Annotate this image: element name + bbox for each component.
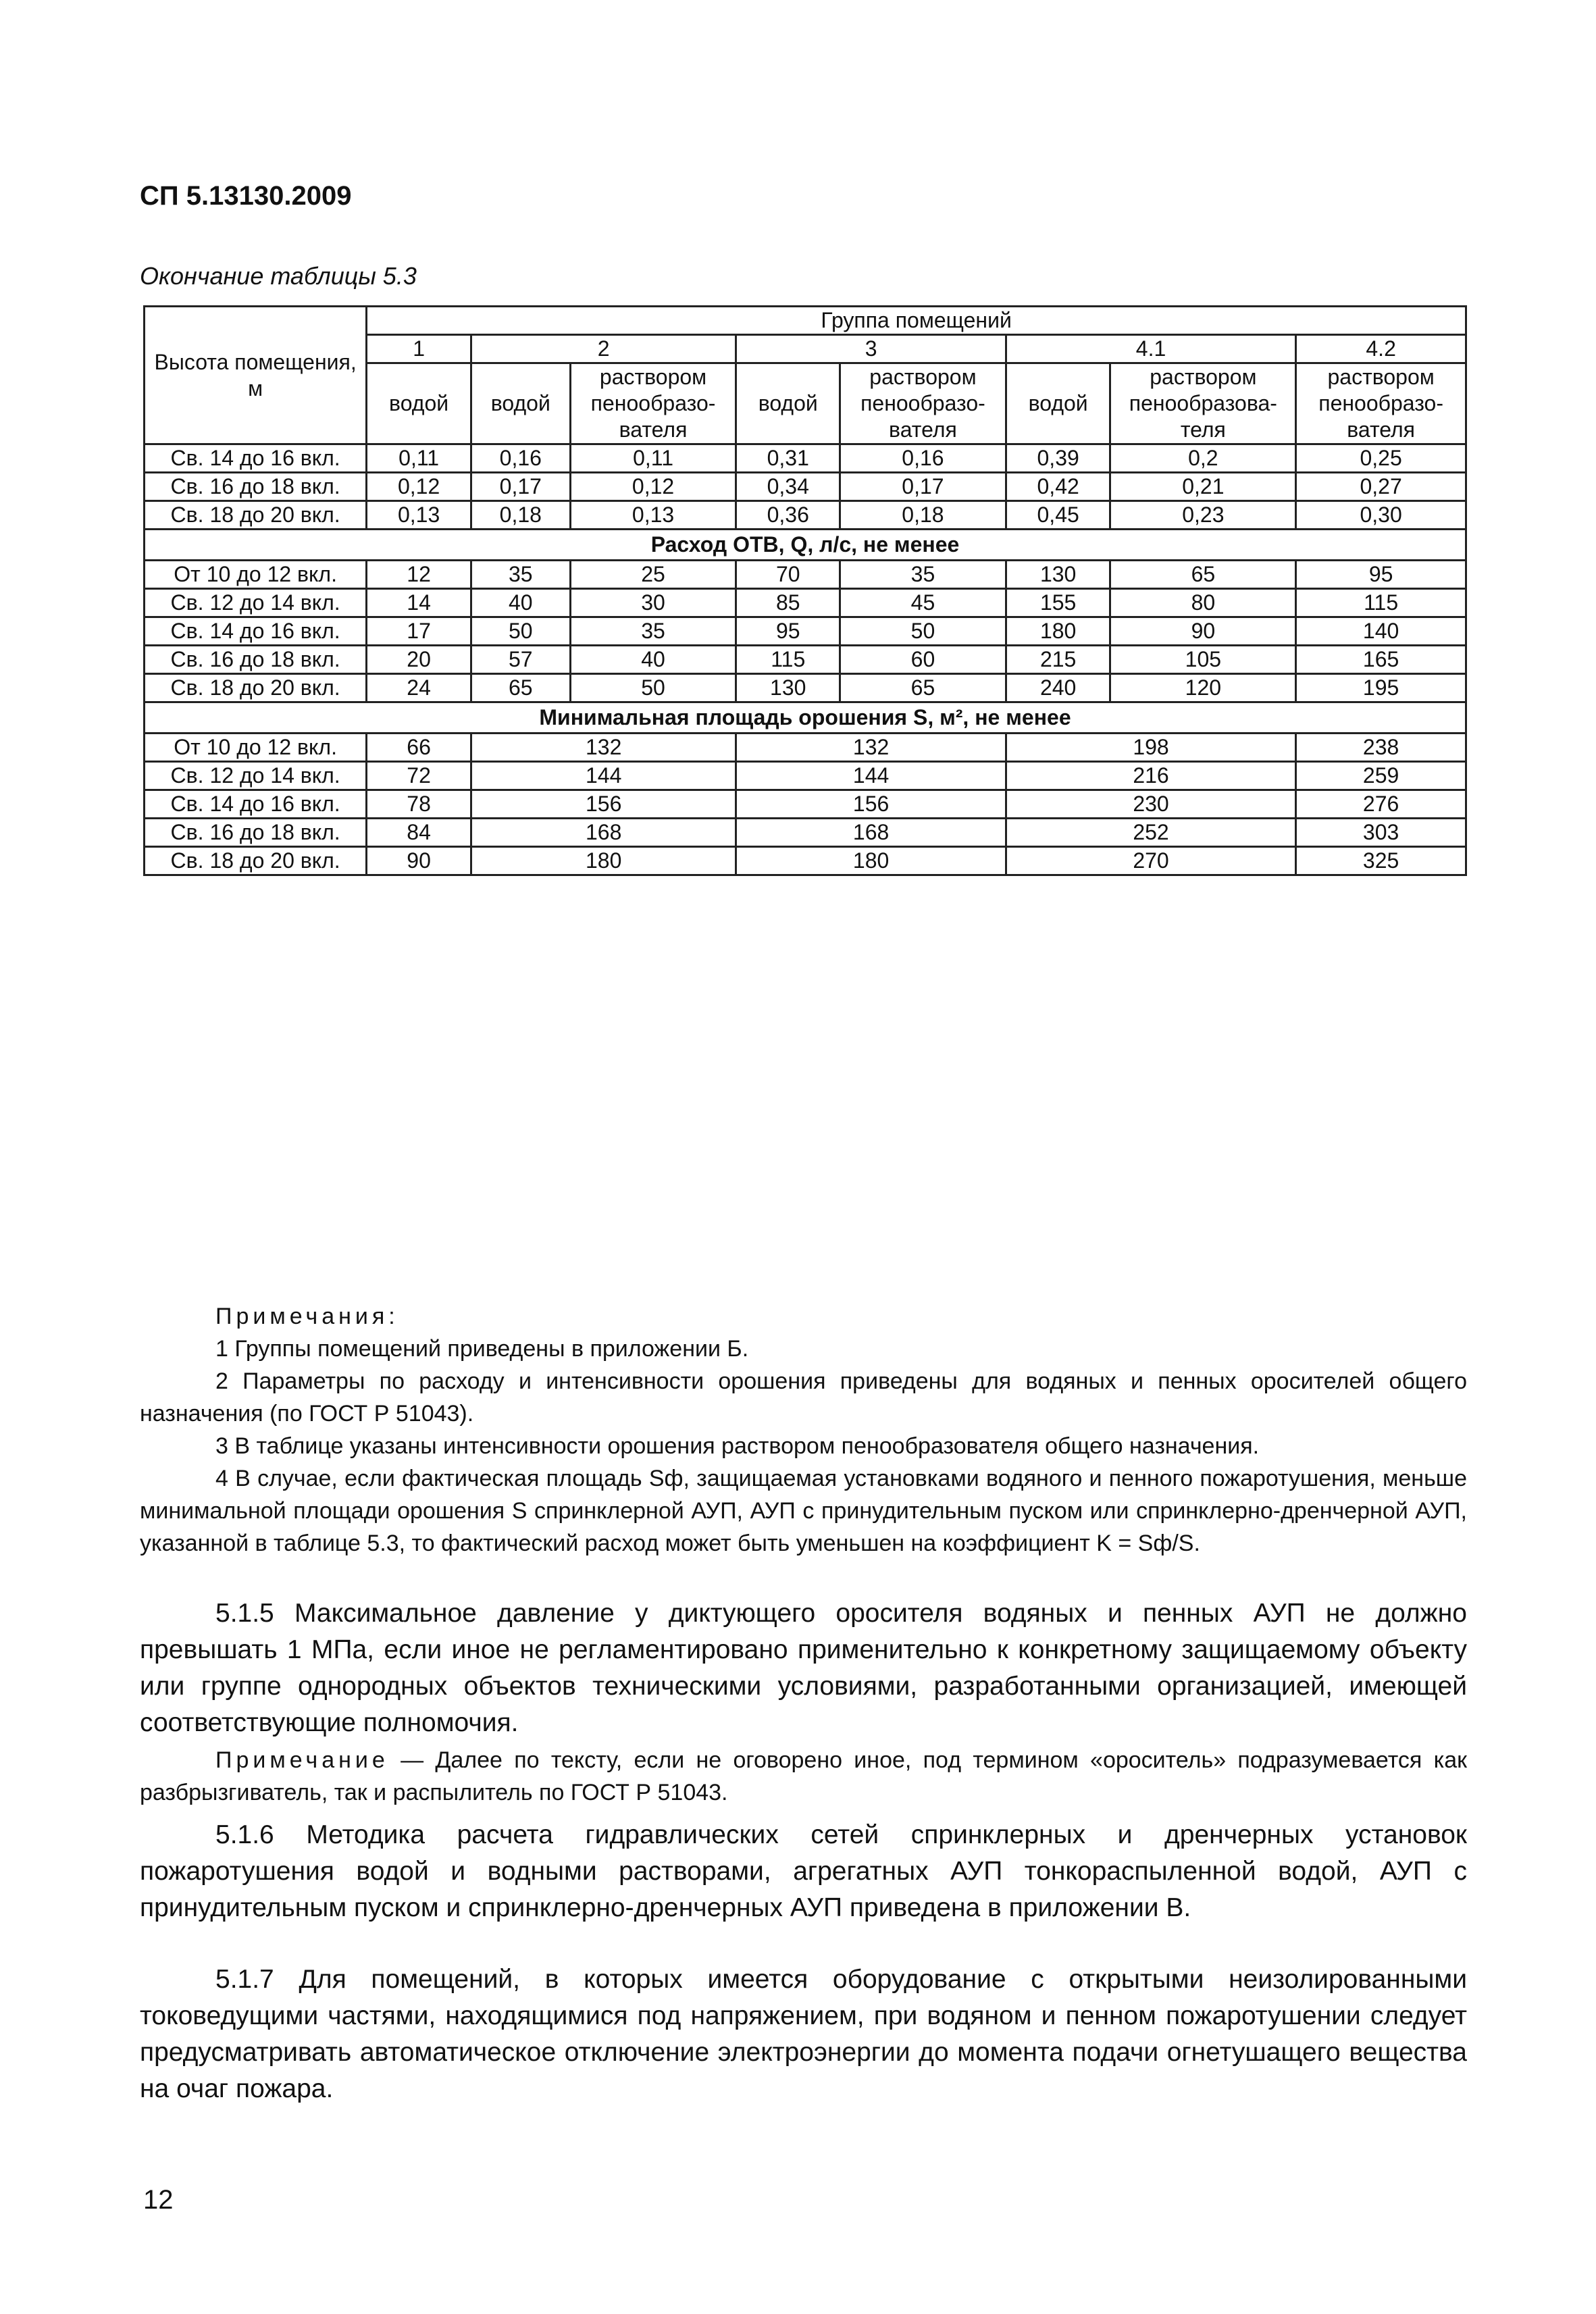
value-cell: 25 xyxy=(570,561,736,589)
height-column-header: Высота помещения, м xyxy=(145,307,367,444)
page-number: 12 xyxy=(143,2185,174,2215)
value-cell: 0,39 xyxy=(1006,444,1110,473)
value-cell: 195 xyxy=(1296,674,1466,702)
value-cell: 168 xyxy=(736,819,1006,847)
value-cell: 130 xyxy=(1006,561,1110,589)
value-cell: 156 xyxy=(736,790,1006,819)
table-row xyxy=(145,762,1466,790)
value-cell: 0,21 xyxy=(1110,473,1296,501)
table-row xyxy=(145,617,1466,646)
note-label: Примечание xyxy=(215,1747,389,1773)
header-row-groups xyxy=(145,307,1466,335)
value-cell: 230 xyxy=(1006,790,1295,819)
value-cell: 165 xyxy=(1296,646,1466,674)
section-row xyxy=(145,702,1466,734)
norms-table xyxy=(143,305,1467,876)
value-cell: 252 xyxy=(1006,819,1295,847)
group-label: 2 xyxy=(471,335,736,363)
value-cell: 78 xyxy=(367,790,471,819)
table-row xyxy=(145,444,1466,473)
paragraph-note xyxy=(140,1744,1467,1809)
value-cell: 50 xyxy=(840,617,1006,646)
height-cell: От 10 до 12 вкл. xyxy=(145,561,367,589)
group-header: Группа помещений xyxy=(367,307,1466,335)
value-cell: 140 xyxy=(1296,617,1466,646)
value-cell: 130 xyxy=(736,674,840,702)
value-cell: 0,13 xyxy=(570,501,736,530)
agent-header: водой xyxy=(736,363,840,444)
value-cell: 57 xyxy=(471,646,570,674)
table-row xyxy=(145,674,1466,702)
value-cell: 72 xyxy=(367,762,471,790)
value-cell: 270 xyxy=(1006,847,1295,875)
note-item: 4 В случае, если фактическая площадь Sф, защищаемая установками водяного и пенного пожаротушения, меньше минимальной площади орошения S спринклерной АУП, АУП с принудительным пуском или спринклерно-дренчерной АУП, указанной в таблице 5.3, то фактический расход может быть уменьшен на коэффициент K = Sф/S. xyxy=(140,1466,1467,1556)
value-cell: 90 xyxy=(1110,617,1296,646)
value-cell: 180 xyxy=(736,847,1006,875)
value-cell: 65 xyxy=(471,674,570,702)
value-cell: 0,34 xyxy=(736,473,840,501)
value-cell: 65 xyxy=(840,674,1006,702)
value-cell: 0,2 xyxy=(1110,444,1296,473)
agent-header: водой xyxy=(471,363,570,444)
height-cell: Св. 18 до 20 вкл. xyxy=(145,847,367,875)
section-title: Минимальная площадь орошения S, м², не менее xyxy=(145,702,1466,734)
note-paragraph xyxy=(140,1744,1467,1809)
note-item: 3 В таблице указаны интенсивности орошения раствором пенообразователя общего назначения. xyxy=(215,1433,1260,1459)
value-cell: 198 xyxy=(1006,734,1295,762)
value-cell: 30 xyxy=(570,589,736,617)
value-cell: 240 xyxy=(1006,674,1110,702)
value-cell: 156 xyxy=(471,790,736,819)
group-label: 4.1 xyxy=(1006,335,1295,363)
value-cell: 35 xyxy=(840,561,1006,589)
height-cell: Св. 14 до 16 вкл. xyxy=(145,617,367,646)
paragraph-5-1-6 xyxy=(140,1817,1467,1926)
value-cell: 0,16 xyxy=(471,444,570,473)
value-cell: 17 xyxy=(367,617,471,646)
table-caption: Окончание таблицы 5.3 xyxy=(140,262,417,290)
note-item: 1 Группы помещений приведены в приложении Б. xyxy=(215,1336,749,1362)
value-cell: 144 xyxy=(736,762,1006,790)
value-cell: 0,17 xyxy=(471,473,570,501)
height-cell: Св. 16 до 18 вкл. xyxy=(145,473,367,501)
value-cell: 0,16 xyxy=(840,444,1006,473)
value-cell: 180 xyxy=(1006,617,1110,646)
agent-header: водой xyxy=(367,363,471,444)
value-cell: 0,11 xyxy=(367,444,471,473)
section-row xyxy=(145,530,1466,561)
value-cell: 105 xyxy=(1110,646,1296,674)
value-cell: 95 xyxy=(1296,561,1466,589)
value-cell: 0,30 xyxy=(1296,501,1466,530)
agent-header: раствором пенообразова-теля xyxy=(1110,363,1296,444)
value-cell: 80 xyxy=(1110,589,1296,617)
value-cell: 14 xyxy=(367,589,471,617)
value-cell: 50 xyxy=(471,617,570,646)
value-cell: 24 xyxy=(367,674,471,702)
value-cell: 50 xyxy=(570,674,736,702)
table-row xyxy=(145,561,1466,589)
height-cell: Св. 18 до 20 вкл. xyxy=(145,674,367,702)
value-cell: 20 xyxy=(367,646,471,674)
value-cell: 132 xyxy=(736,734,1006,762)
height-cell: Св. 14 до 16 вкл. xyxy=(145,790,367,819)
agent-header: водой xyxy=(1006,363,1110,444)
group-label: 1 xyxy=(367,335,471,363)
value-cell: 0,36 xyxy=(736,501,840,530)
table-row xyxy=(145,734,1466,762)
value-cell: 84 xyxy=(367,819,471,847)
agent-header: раствором пенообразо-вателя xyxy=(840,363,1006,444)
table-row xyxy=(145,847,1466,875)
value-cell: 155 xyxy=(1006,589,1110,617)
value-cell: 0,27 xyxy=(1296,473,1466,501)
value-cell: 144 xyxy=(471,762,736,790)
table-row xyxy=(145,790,1466,819)
table-row xyxy=(145,589,1466,617)
value-cell: 0,11 xyxy=(570,444,736,473)
paragraph-5-1-7 xyxy=(140,1961,1467,2107)
value-cell: 0,12 xyxy=(367,473,471,501)
group-label: 3 xyxy=(736,335,1006,363)
value-cell: 0,31 xyxy=(736,444,840,473)
value-cell: 45 xyxy=(840,589,1006,617)
notes-title: Примечания: xyxy=(215,1304,399,1329)
agent-header: раствором пенообразо-вателя xyxy=(1296,363,1466,444)
value-cell: 0,12 xyxy=(570,473,736,501)
value-cell: 95 xyxy=(736,617,840,646)
value-cell: 325 xyxy=(1296,847,1466,875)
note-item: 2 Параметры по расходу и интенсивности орошения приведены для водяных и пенных оросителей общего назначения (по ГОСТ Р 51043). xyxy=(140,1368,1467,1426)
value-cell: 238 xyxy=(1296,734,1466,762)
value-cell: 0,18 xyxy=(471,501,570,530)
value-cell: 12 xyxy=(367,561,471,589)
height-cell: Св. 18 до 20 вкл. xyxy=(145,501,367,530)
group-label: 4.2 xyxy=(1296,335,1466,363)
paragraph-text: 5.1.7 Для помещений, в которых имеется оборудование с открытыми неизолированными токоведущими частями, находящимися под напряжением, при водяном и пенном пожаротушении следует предусматривать автоматическое отключение электроэнергии до момента подачи огнетушащего вещества на очаг пожара. xyxy=(140,1965,1467,2103)
value-cell: 40 xyxy=(471,589,570,617)
height-cell: Св. 12 до 14 вкл. xyxy=(145,589,367,617)
paragraph-5-1-5 xyxy=(140,1595,1467,1741)
paragraph-text: 5.1.6 Методика расчета гидравлических сетей спринклерных и дренчерных установок пожаротушения водой и водными растворами, агрегатных АУП тонкораспыленной водой, АУП с принудительным пуском и спринклерно-дренчерных АУП приведена в приложении В. xyxy=(140,1820,1467,1922)
value-cell: 0,42 xyxy=(1006,473,1110,501)
value-cell: 0,45 xyxy=(1006,501,1110,530)
value-cell: 65 xyxy=(1110,561,1296,589)
value-cell: 0,18 xyxy=(840,501,1006,530)
height-cell: От 10 до 12 вкл. xyxy=(145,734,367,762)
value-cell: 259 xyxy=(1296,762,1466,790)
table-row xyxy=(145,473,1466,501)
value-cell: 115 xyxy=(736,646,840,674)
agent-header: раствором пенообразо-вателя xyxy=(570,363,736,444)
table-row xyxy=(145,819,1466,847)
value-cell: 0,23 xyxy=(1110,501,1296,530)
table-row xyxy=(145,646,1466,674)
value-cell: 60 xyxy=(840,646,1006,674)
value-cell: 216 xyxy=(1006,762,1295,790)
value-cell: 90 xyxy=(367,847,471,875)
document-code: СП 5.13130.2009 xyxy=(140,181,352,211)
height-cell: Св. 16 до 18 вкл. xyxy=(145,819,367,847)
value-cell: 303 xyxy=(1296,819,1466,847)
value-cell: 0,17 xyxy=(840,473,1006,501)
height-cell: Св. 16 до 18 вкл. xyxy=(145,646,367,674)
height-cell: Св. 14 до 16 вкл. xyxy=(145,444,367,473)
value-cell: 0,25 xyxy=(1296,444,1466,473)
value-cell: 180 xyxy=(471,847,736,875)
value-cell: 215 xyxy=(1006,646,1110,674)
value-cell: 132 xyxy=(471,734,736,762)
paragraph-text: 5.1.5 Максимальное давление у диктующего оросителя водяных и пенных АУП не должно превышать 1 МПа, если иное не регламентировано применительно к конкретному защищаемому объекту или группе однородных объектов техническими условиями, разработанными организацией, имеющей соответствующие полномочия. xyxy=(140,1599,1467,1737)
value-cell: 35 xyxy=(471,561,570,589)
value-cell: 168 xyxy=(471,819,736,847)
value-cell: 276 xyxy=(1296,790,1466,819)
value-cell: 120 xyxy=(1110,674,1296,702)
value-cell: 115 xyxy=(1296,589,1466,617)
value-cell: 0,13 xyxy=(367,501,471,530)
value-cell: 85 xyxy=(736,589,840,617)
section-title: Расход ОТВ, Q, л/с, не менее xyxy=(145,530,1466,561)
height-cell: Св. 12 до 14 вкл. xyxy=(145,762,367,790)
note-text: — Далее по тексту, если не оговорено иное, под термином «ороситель» подразумевается как разбрызгиватель, так и распылитель по ГОСТ Р 51043. xyxy=(140,1747,1467,1805)
value-cell: 35 xyxy=(570,617,736,646)
notes-block xyxy=(140,1300,1467,1560)
value-cell: 70 xyxy=(736,561,840,589)
value-cell: 66 xyxy=(367,734,471,762)
value-cell: 40 xyxy=(570,646,736,674)
table-row xyxy=(145,501,1466,530)
